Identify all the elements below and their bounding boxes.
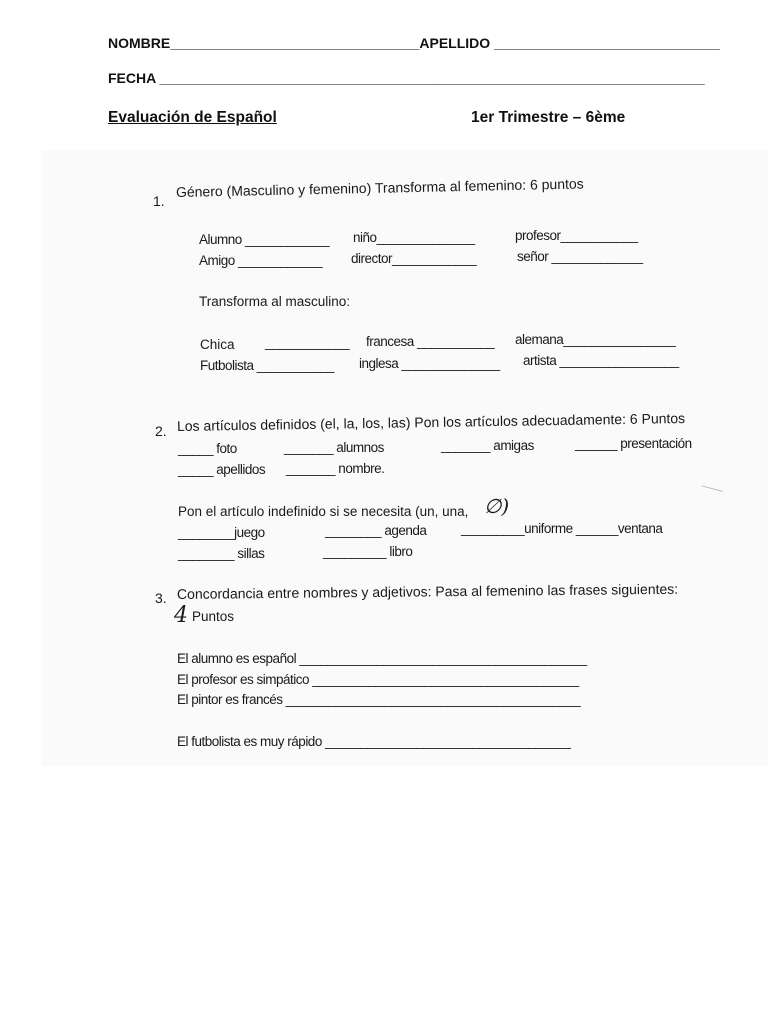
q2-item-agenda: ________ agenda (325, 523, 427, 538)
term-label: 1er Trimestre – 6ème (471, 109, 626, 126)
q3-title: Concordancia entre nombres y adjetivos: Pasa al femenino las frases siguientes: (176, 580, 679, 602)
q3-points-label: Puntos (192, 609, 235, 624)
q2-item-juego: ________juego (178, 525, 265, 540)
q1-item-nino: niño______________ (353, 230, 475, 245)
q1-subtitle: Transforma al masculino: (199, 294, 351, 309)
q1-number: 1. (153, 193, 165, 209)
q3-sentence-2: El profesor es simpático ______________________________________ (177, 672, 579, 687)
q2-title: Los artículos definidos (el, la, los, las) Pon los artículos adecuadamente: 6 Puntos (176, 410, 686, 434)
q3-sentence-3: El pintor es francés __________________________________________ (177, 692, 581, 707)
q3-number: 3. (155, 590, 167, 606)
q3-sentence-1: El alumno es español _________________________________________ (177, 651, 587, 666)
q2-item-foto: _____ foto (178, 441, 237, 456)
page-title: Evaluación de Español (108, 109, 277, 126)
q2-item-uniforme-ventana: _________uniforme ______ventana (461, 521, 663, 536)
q1-item-senor: señor _____________ (517, 249, 643, 264)
date-line: FECHA ______________________________________________________________________ (108, 70, 705, 86)
q3-sentence-4: El futbolista es muy rápido ___________________________________ (177, 734, 571, 749)
q2-item-apellidos: _____ apellidos (178, 462, 266, 477)
q2-handwritten-empty-set: ∅) (484, 494, 510, 518)
q2-number: 2. (155, 423, 167, 439)
q1-item-chica-blank: ____________ (265, 335, 350, 350)
name-surname-line: NOMBRE________________________________APELLIDO _____________________________ (108, 35, 720, 51)
q1-item-chica: Chica (200, 337, 235, 352)
q1-item-alemana: alemana________________ (515, 332, 676, 347)
q2-item-sillas: ________ sillas (178, 546, 265, 561)
q2-item-nombre: _______ nombre. (286, 461, 385, 476)
q1-item-francesa: francesa ___________ (366, 334, 495, 349)
q1-item-amigo: Amigo ____________ (199, 253, 323, 268)
q1-item-artista: artista _________________ (523, 353, 679, 368)
q2-subtitle: Pon el artículo indefinido si se necesita (un, una, (178, 504, 469, 519)
q1-item-profesor: profesor___________ (515, 228, 638, 243)
q2-item-alumnos: _______ alumnos (284, 440, 384, 455)
q1-item-alumno: Alumno ____________ (199, 232, 330, 247)
q2-item-libro: _________ libro (323, 544, 413, 559)
q2-item-amigas: _______ amigas (441, 438, 534, 453)
q3-handwritten-points: 4 (174, 603, 188, 628)
q1-item-futbolista: Futbolista ___________ (200, 358, 334, 373)
q1-item-inglesa: inglesa ______________ (359, 356, 500, 371)
q1-item-director: director____________ (351, 251, 477, 266)
q2-item-presentacion: ______ presentación (575, 436, 692, 451)
q1-title: Género (Masculino y femenino) Transforma al femenino: 6 puntos (175, 175, 584, 200)
